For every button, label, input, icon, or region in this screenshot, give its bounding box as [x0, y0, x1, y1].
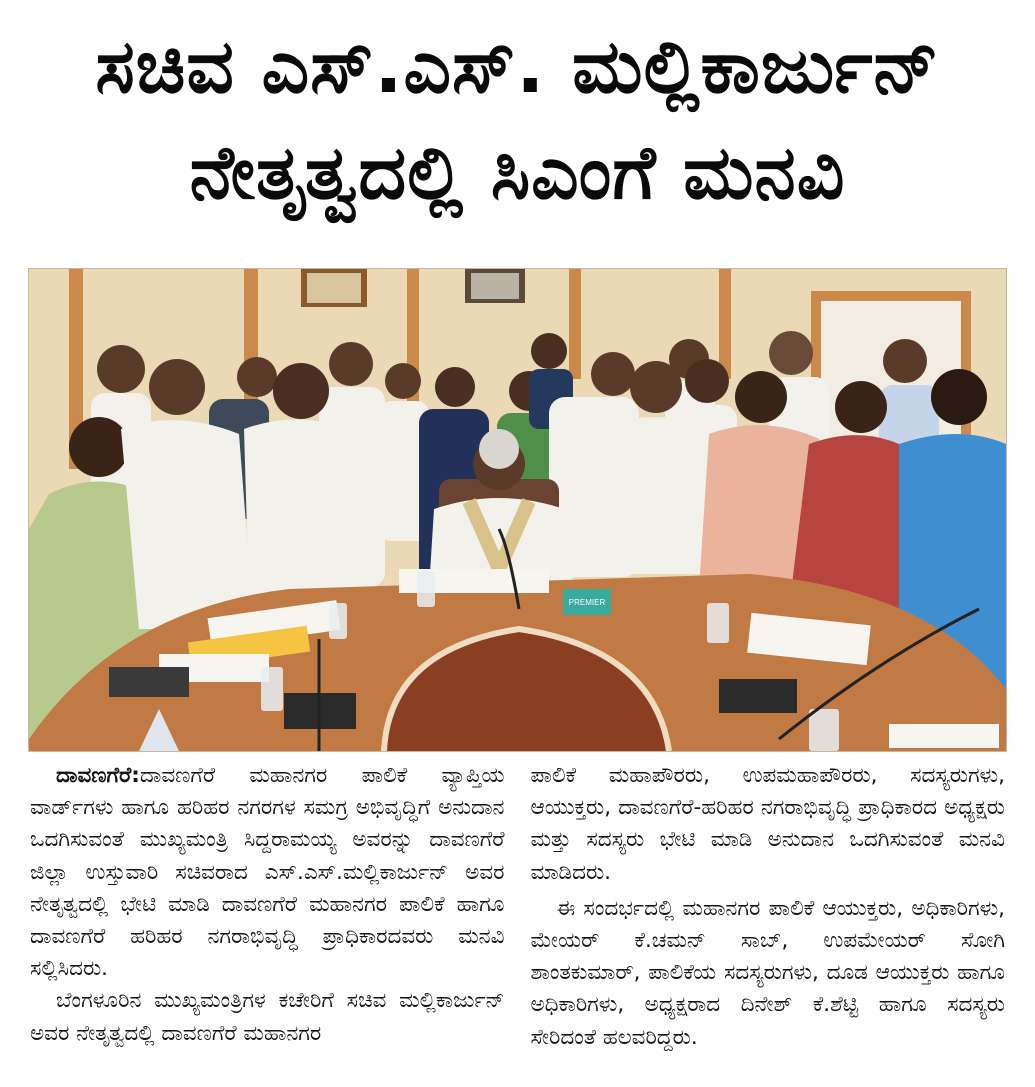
headline-line-2: ನೇತೃತ್ವದಲ್ಲಿ ಸಿಎಂಗೆ ಮನವಿ	[189, 130, 846, 216]
water-glass	[417, 571, 435, 607]
article-column-1	[30, 760, 505, 1080]
article-paragraph: ಈ ಸಂದರ್ಭದಲ್ಲಿ ಮಹಾನಗರ ಪಾಲಿಕೆ ಆಯುಕ್ತರು, ಅಧಿಕಾರಿಗಳು, ಮೇಯರ್ ಕೆ.ಚಮನ್ ಸಾಬ್, ಉಪಮೇಯರ್ ಸೋಗಿ ಶಾಂತಕುಮಾರ್, ಪಾಲಿಕೆಯ ಸದಸ್ಯರುಗಳು, ದೂಡ ಆಯುಕ್ತರು ಹಾಗೂ ಅಧಿಕಾರಿಗಳು, ಅಧ್ಯಕ್ಷರಾದ ದಿನೇಶ್ ಕೆ.ಶೆಟ್ಟಿ ಹಾಗೂ ಸದಸ್ಯರು ಸೇರಿದಂತೆ ಹಲವರಿದ್ದರು.	[530, 895, 1005, 1050]
tissue-box-label: PREMIER	[568, 598, 606, 607]
article-column-2	[531, 760, 1006, 1080]
microphone-base	[719, 679, 797, 713]
water-glass	[809, 709, 839, 751]
water-glass	[261, 667, 283, 711]
article-body	[30, 760, 1005, 1080]
article-paragraph: ಬೆಂಗಳೂರಿನ ಮುಖ್ಯಮಂತ್ರಿಗಳ ಕಚೇರಿಗೆ ಸಚಿವ ಮಲ್ಲಿಕಾರ್ಜುನ್ ಅವರ ನೇತೃತ್ವದಲ್ಲಿ ದಾವಣಗೆರೆ ಮಹಾನಗರ	[30, 988, 505, 1046]
news-photo	[28, 268, 1007, 752]
microphone-base	[109, 667, 189, 697]
wall-pillar	[719, 269, 731, 379]
meeting-photo-illustration	[29, 269, 1006, 751]
headline	[0, 18, 1035, 222]
paragraph-text: ದಾವಣಗೆರೆ ಮಹಾನಗರ ಪಾಲಿಕೆ ವ್ಯಾಪ್ತಿಯ ವಾರ್ಡ್‌ಗಳು ಹಾಗೂ ಹರಿಹರ ನಗರಗಳ ಸಮಗ್ರ ಅಭಿವೃದ್ಧಿಗೆ ಅನುದಾನ ಒದಗಿಸುವಂತೆ ಮುಖ್ಯಮಂತ್ರಿ ಸಿದ್ದರಾಮಯ್ಯ ಅವರನ್ನು ದಾವಣಗೆರೆ ಜಿಲ್ಲಾ ಉಸ್ತುವಾರಿ ಸಚಿವರಾದ ಎಸ್.ಎಸ್.ಮಲ್ಲಿಕಾರ್ಜುನ್ ಅವರ ನೇತೃತ್ವದಲ್ಲಿ ಭೇಟಿ ಮಾಡಿ ದಾವಣಗೆರೆ ಮಹಾನಗರ ಪಾಲಿಕೆ ಹಾಗೂ ದಾವಣಗೆರೆ ಹರಿಹರ ನಗರಾಭಿವೃದ್ಧಿ ಪ್ರಾಧಿಕಾರದವರು ಮನವಿ ಸಲ್ಲಿಸಿದರು.	[30, 763, 505, 982]
water-glass	[707, 603, 729, 643]
article-paragraph	[30, 760, 505, 985]
article-paragraph: ಪಾಲಿಕೆ ಮಹಾಪೌರರು, ಉಪಮಹಾಪೌರರು, ಸದಸ್ಯರುಗಳು, ಆಯುಕ್ತರು, ದಾವಣಗೆರೆ-ಹರಿಹರ ನಗರಾಭಿವೃದ್ಧಿ ಪ್ರಾಧಿಕಾರದ ಅಧ್ಯಕ್ಷರು ಮತ್ತು ಸದಸ್ಯರು ಭೇಟಿ ಮಾಡಿ ಅನುದಾನ ಒದಗಿಸುವಂತೆ ಮನವಿ ಮಾಡಿದರು.	[530, 763, 1005, 885]
water-glass	[329, 603, 347, 639]
dateline: ದಾವಣಗೆರೆ:	[56, 763, 140, 788]
wall-pillar	[569, 269, 581, 379]
headline-line-1: ಸಚಿವ ಎಸ್.ಎಸ್. ಮಲ್ಲಿಕಾರ್ಜುನ್	[95, 24, 940, 110]
